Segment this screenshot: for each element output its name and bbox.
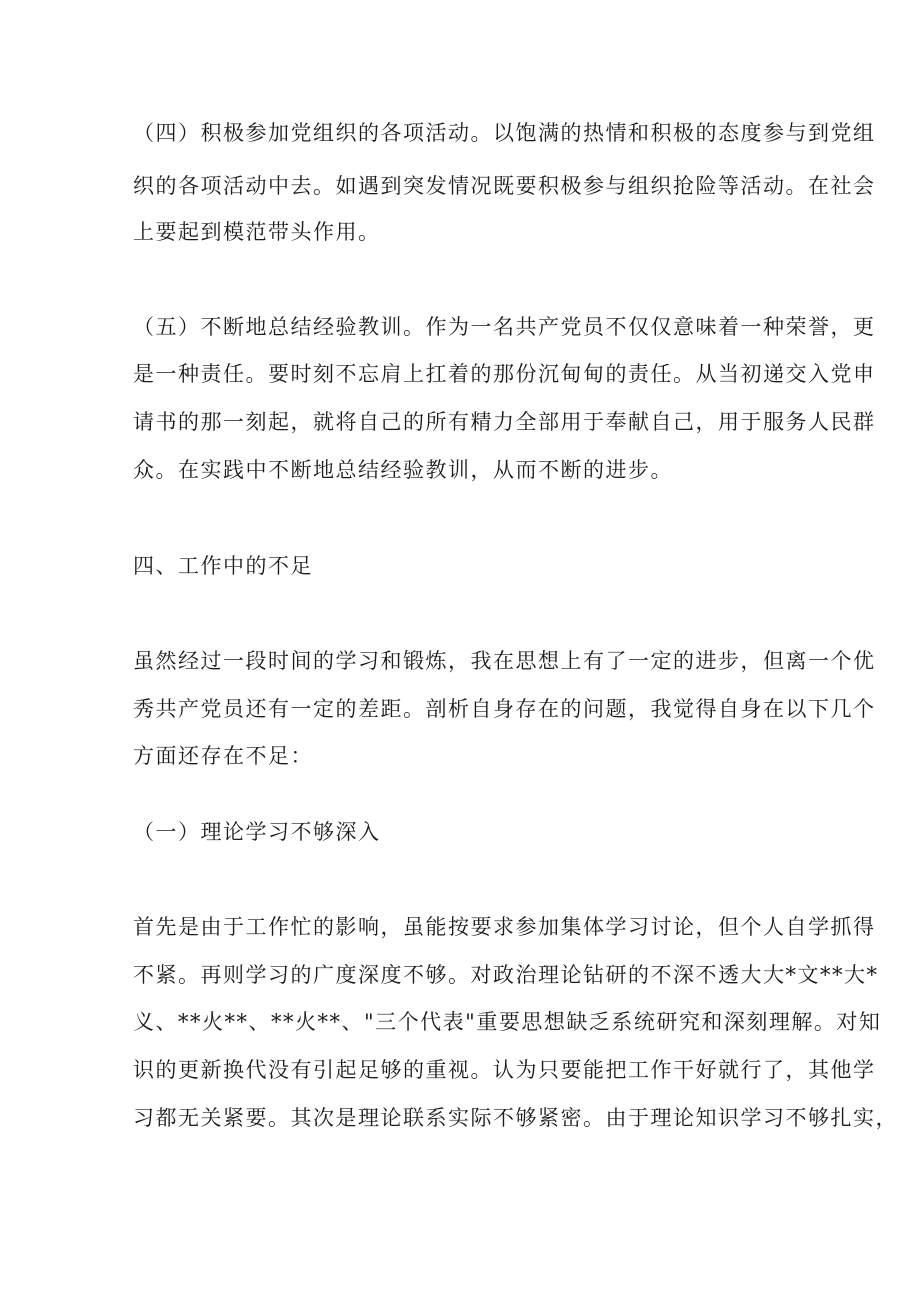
- text-line: 上要起到模范带头作用。: [133, 220, 381, 244]
- text-line: 是一种责任。要时刻不忘肩上扛着的那份沉甸甸的责任。从当初递交入党申: [133, 362, 876, 386]
- text-line: 首先是由于工作忙的影响，虽能按要求参加集体学习讨论，但个人自学抓得: [133, 915, 876, 939]
- text-line: 习都无关紧要。其次是理论联系实际不够紧密。由于理论知识学习不够扎实，: [133, 1106, 898, 1130]
- text-line: 义、**火**、**火**、"三个代表"重要思想缺乏系统研究和深刻理解。对知: [133, 1010, 882, 1034]
- text-line: 虽然经过一段时间的学习和锻炼，我在思想上有了一定的进步，但离一个优: [133, 649, 876, 673]
- text-line: 识的更新换代没有引起足够的重视。认为只要能把工作干好就行了，其他学: [133, 1058, 876, 1082]
- text-line: 请书的那一刻起，就将自己的所有精力全部用于奉献自己，用于服务人民群: [133, 410, 876, 434]
- text-line: （五）不断地总结经验教训。作为一名共产党员不仅仅意味着一种荣誉，更: [133, 315, 876, 339]
- subheading: （一）理论学习不够深入: [133, 820, 381, 844]
- text-line: 众。在实践中不断地总结经验教训，从而不断的进步。: [133, 458, 673, 482]
- text-line: 方面还存在不足：: [133, 744, 313, 768]
- text-line: 秀共产党员还有一定的差距。剖析自身存在的问题，我觉得自身在以下几个: [133, 697, 876, 721]
- text-line: 不紧。再则学习的广度深度不够。对政治理论钻研的不深不透大大*文**大*: [133, 963, 879, 987]
- text-line: （四）积极参加党组织的各项活动。以饱满的热情和积极的态度参与到党组: [133, 121, 876, 145]
- section-heading: 四、工作中的不足: [133, 554, 313, 578]
- text-line: 织的各项活动中去。如遇到突发情况既要积极参与组织抢险等活动。在社会: [133, 174, 876, 198]
